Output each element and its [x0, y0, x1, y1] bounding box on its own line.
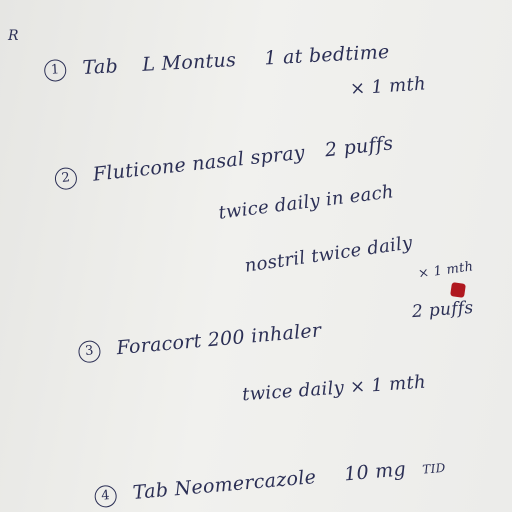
rx-symbol: R — [8, 28, 19, 44]
item-2-line2: twice daily in each — [217, 181, 395, 224]
rx-item-1 — [44, 41, 390, 82]
item-4-dose: 10 mg — [343, 458, 407, 486]
item-4-drug: Tab Neomercazole — [131, 466, 318, 504]
item-3-drug: Foracort 200 inhaler — [115, 319, 323, 360]
item-number-1: 1 — [44, 59, 67, 82]
item-2-line3: nostril twice daily — [243, 232, 414, 277]
item-2-dose: 2 puffs — [323, 132, 395, 162]
item-3-dose: 2 puffs — [411, 297, 475, 323]
rx-item-2 — [54, 132, 395, 190]
item-3-line2: twice daily × 1 mth — [241, 371, 427, 406]
item-number-3: 3 — [78, 340, 102, 364]
item-4-frequency: TID — [421, 460, 447, 477]
item-1-duration: × 1 mth — [349, 73, 427, 100]
item-number-2: 2 — [54, 167, 78, 191]
item-1-dose: 1 at bedtime — [263, 40, 391, 70]
rx-item-4 — [94, 455, 447, 509]
ink-stain — [450, 282, 466, 298]
item-number-4: 4 — [94, 484, 118, 508]
item-2-duration: × 1 mth — [417, 259, 475, 282]
item-1-drug: Tab — [81, 55, 119, 80]
item-2-drug: Fluticone nasal spray — [91, 141, 306, 186]
item-1-line1: L Montus — [141, 49, 237, 76]
rx-item-3 — [77, 319, 322, 363]
